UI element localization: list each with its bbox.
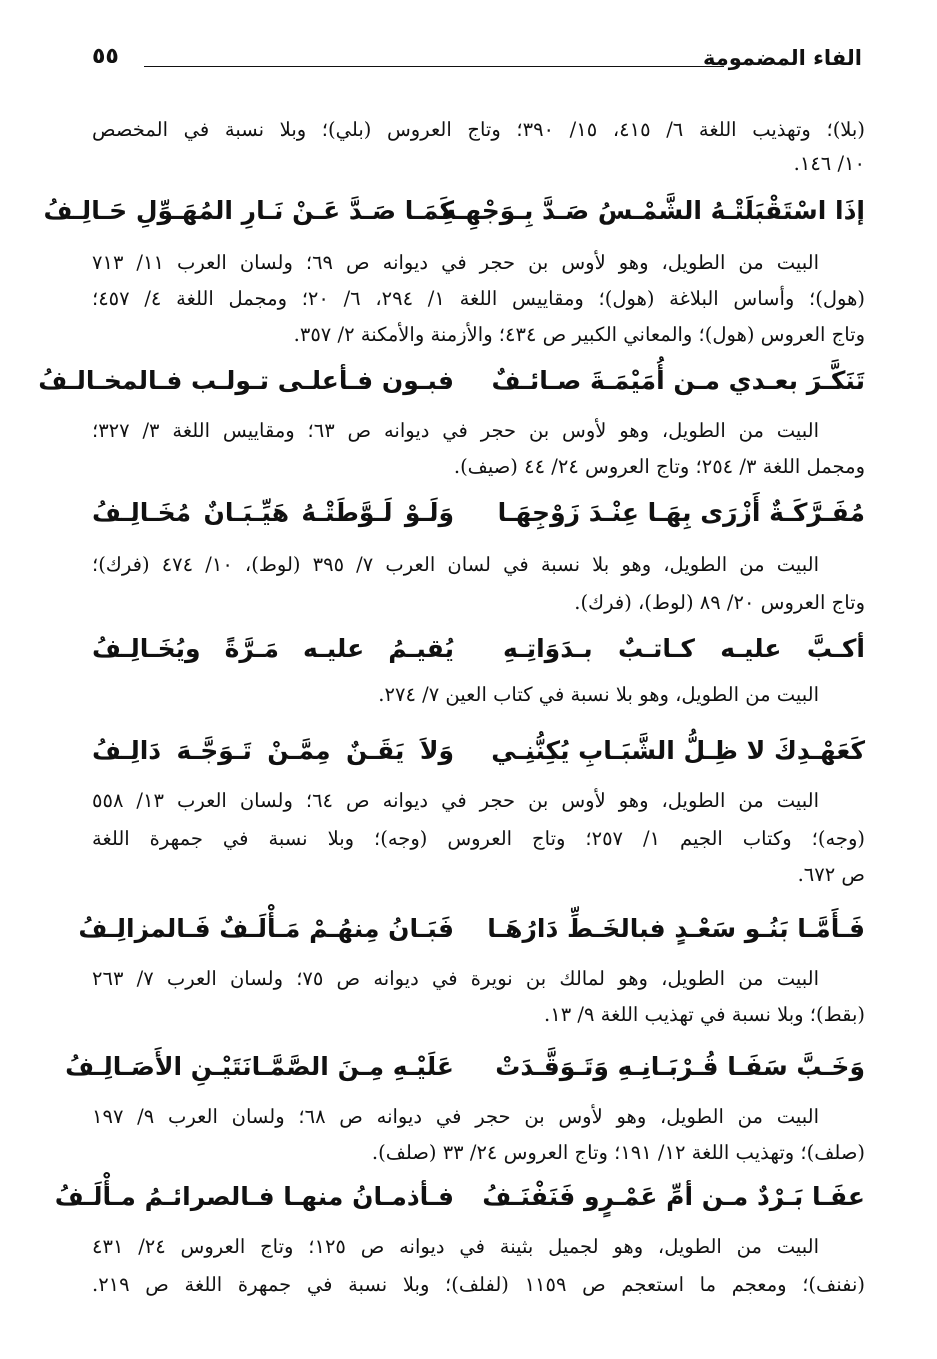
verse <box>54 1174 865 1220</box>
header-rule <box>144 66 724 67</box>
verse <box>78 906 865 952</box>
note-line: (هول)؛ وأساس البلاغة (هول)؛ ومقاييس اللغة ١/ ٢٩٤، ٦/ ٢٠؛ ومجمل اللغة ٤/ ٤٥٧؛ <box>92 287 865 310</box>
note-line: وتاج العروس ٢٠/ ٨٩ (لوط)، (فرك). <box>574 591 865 614</box>
intro-line: ١٠/ ١٤٦. <box>793 152 865 175</box>
verse <box>92 626 865 672</box>
verse-first-hemistich: فَـأَمَّـا بَنُـو سَعْـدٍ فبالخَـطِّ دَارُهَـا <box>487 914 865 943</box>
note-line: البيت من الطويل، وهو لمالك بن نويرة في ديوانه ص ٧٥؛ ولسان العرب ٧/ ٢٦٣ <box>92 967 819 990</box>
verse-second-hemistich: وَلَـوْ لَـوَّطَتْـهُ هَيِّـبَـانٌ مُخَـالِـفُ <box>92 498 454 527</box>
verse-second-hemistich: وَلاَ يَقَـنٌ مِمَّـنْ تَـوَجَّـهَ دَالِـفُ <box>92 736 454 765</box>
verse-first-hemistich: تَنَكَّـرَ بعـدي مـن أُمَيْمَـةَ صـائـفٌ <box>491 366 865 395</box>
verse-first-hemistich: أكـبَّ عليـه كـاتـبٌ بـدَوَاتِـهِ <box>503 634 865 663</box>
running-title: الفاء المضمومة <box>703 46 862 70</box>
page-number: ٥٥ <box>92 44 119 69</box>
verse <box>43 188 865 234</box>
note-line: البيت من الطويل، وهو لأوس بن حجر في ديوانه ص ٦٤؛ ولسان العرب ١٣/ ٥٥٨ <box>92 789 819 812</box>
intro-line: (بلا)؛ وتهذيب اللغة ٦/ ٤١٥، ١٥/ ٣٩٠؛ وتاج العروس (بلي)؛ وبلا نسبة في المخصص <box>92 118 865 141</box>
note-line: البيت من الطويل، وهو لأوس بن حجر في ديوانه ص ٦٨؛ ولسان العرب ٩/ ١٩٧ <box>92 1105 819 1128</box>
verse-second-hemistich: فبـون فـأعلـى تـولـب فـالمخـالـفُ <box>38 366 454 395</box>
verse-first-hemistich: عفَـا بَـرْدٌ مـن أمِّ عَمْـرٍو فَنَفْنَـفُ <box>482 1182 865 1211</box>
note-line: البيت من الطويل، وهو لأوس بن حجر في ديوانه ص ٦٣؛ ومقاييس اللغة ٣/ ٣٢٧؛ <box>92 419 819 442</box>
note-line: البيت من الطويل، وهو بلا نسبة في كتاب العين ٧/ ٢٧٤. <box>378 683 819 706</box>
verse-second-hemistich: يُقيـمُ عليـه مَـرَّةً ويُخَـالِـفُ <box>92 634 454 663</box>
verse <box>38 358 865 404</box>
note-line: وتاج العروس (هول)؛ والمعاني الكبير ص ٤٣٤؛ والأزمنة والأمكنة ٢/ ٣٥٧. <box>293 323 865 346</box>
verse <box>65 1044 865 1090</box>
verse <box>92 490 865 536</box>
verse-first-hemistich: وَخَـبَّ سَفَـا قُـرْبَـانِـهِ وَتَـوَقَّـدَتْ <box>495 1052 865 1081</box>
note-line: البيت من الطويل، وهو بلا نسبة في لسان العرب ٧/ ٣٩٥ (لوط)، ١٠/ ٤٧٤ (فرك)؛ <box>92 553 819 576</box>
verse-second-hemistich: عَلَيْـهِ مِـنَ الصَّمَّـانَتَيْـنِ الأَصَـالِـفُ <box>65 1052 454 1081</box>
note-line: البيت من الطويل، وهو لأوس بن حجر في ديوانه ص ٦٩؛ ولسان العرب ١١/ ٧١٣ <box>92 251 819 274</box>
verse <box>92 728 865 774</box>
note-line: (وجه)؛ وكتاب الجيم ١/ ٢٥٧؛ وتاج العروس (وجه)؛ وبلا نسبة في جمهرة اللغة <box>92 827 865 850</box>
verse-second-hemistich: فَبَـانُ مِنهُـمْ مَـأْلَـفٌ فَـالمزالِـفُ <box>78 914 454 943</box>
note-line: (نفنف)؛ ومعجم ما استعجم ص ١١٥٩ (لفلف)؛ وبلا نسبة في جمهرة اللغة ص ٢١٩. <box>92 1273 865 1296</box>
page-header <box>92 42 862 82</box>
verse-first-hemistich: كَعَهْـدِكَ لا ظِـلُّ الشَّبَـابِ يُكِنُّنِـي <box>491 736 865 765</box>
verse-second-hemistich: فـأذمـانُ منهـا فـالصرائـمُ مـأْلَـفُ <box>54 1182 454 1211</box>
note-line: ومجمل اللغة ٣/ ٢٥٤؛ وتاج العروس ٢٤/ ٤٤ (صيف). <box>453 455 865 478</box>
note-line: البيت من الطويل، وهو لجميل بثينة في ديوانه ص ١٢٥؛ وتاج العروس ٢٤/ ٤٣١ <box>92 1235 819 1258</box>
note-line: (صلف)؛ وتهذيب اللغة ١٢/ ١٩١؛ وتاج العروس ٢٤/ ٣٣ (صلف). <box>371 1141 865 1164</box>
verse-first-hemistich: إذَا اسْتَقْبَلَتْـهُ الشَّمْـسُ صَـدَّ بِـوَجْهِـهِ <box>441 196 865 225</box>
verse-first-hemistich: مُفَـرَّكَـةٌ أَزْرَى بِهَـا عِنْـدَ زَوْجِهَـا <box>497 498 865 527</box>
verse-second-hemistich: كَمَـا صَـدَّ عَـنْ نَـارِ المُهَـوِّلِ حَـالِـفُ <box>43 196 454 225</box>
note-line: (بقط)؛ وبلا نسبة في تهذيب اللغة ٩/ ١٣. <box>544 1003 865 1026</box>
note-line: ص ٦٧٢. <box>797 863 865 886</box>
